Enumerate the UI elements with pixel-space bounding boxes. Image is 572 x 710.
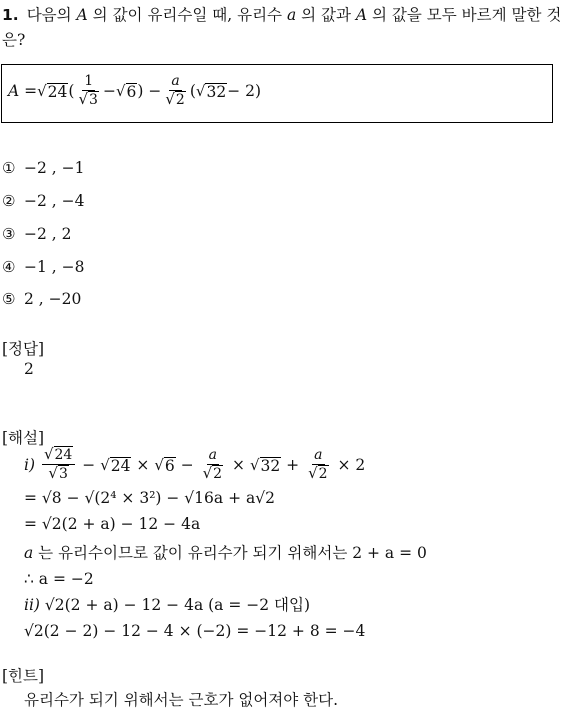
question-text: 1. 다음의 A 의 값이 유리수일 때, 유리수 a 의 값과 A 의 값을 모두 바르게 말한 것은? bbox=[2, 6, 562, 49]
solution-line-7: √2(2 − 2) − 12 − 4 × (−2) = −12 + 8 = −4 bbox=[24, 622, 366, 640]
solution-line-2: = √8 − √(2⁴ × 3²) − √16a + a√2 bbox=[24, 489, 275, 507]
solution-line-5: ∴ a = −2 bbox=[24, 570, 94, 588]
solution-label: [해설] bbox=[2, 429, 45, 447]
choice-4[interactable]: ④ −1 , −8 bbox=[2, 258, 85, 276]
solution-line-4: a 는 유리수이므로 값이 유리수가 되기 위해서는 2 + a = 0 bbox=[24, 544, 427, 562]
solution-line-1: i) √ 24 √ 3 − √ 24 × √ 6 − a √ 2 × √ 32 + a √ 2 × 2 bbox=[24, 445, 366, 482]
formula: A = √ 24 ( 1 √ 3 − √ 6 ) − a √ 2 ( √ 32 − 2) bbox=[8, 73, 262, 108]
solution-line-3: = √2(2 + a) − 12 − 4a bbox=[24, 515, 201, 533]
hint-text: 유리수가 되기 위해서는 근호가 없어져야 한다. bbox=[24, 691, 339, 709]
answer-label: [정답] bbox=[2, 340, 45, 358]
choice-3[interactable]: ③ −2 , 2 bbox=[2, 225, 72, 243]
choice-1[interactable]: ① −2 , −1 bbox=[2, 159, 85, 177]
hint-label: [힌트] bbox=[2, 667, 45, 685]
choice-5[interactable]: ⑤ 2 , −20 bbox=[2, 290, 82, 308]
solution-line-6: ii) √2(2 + a) − 12 − 4a (a = −2 대입) bbox=[24, 596, 311, 614]
formula-box bbox=[1, 64, 553, 123]
answer-value: 2 bbox=[24, 360, 34, 378]
question-number: 1. bbox=[2, 6, 19, 24]
choice-2[interactable]: ② −2 , −4 bbox=[2, 192, 85, 210]
